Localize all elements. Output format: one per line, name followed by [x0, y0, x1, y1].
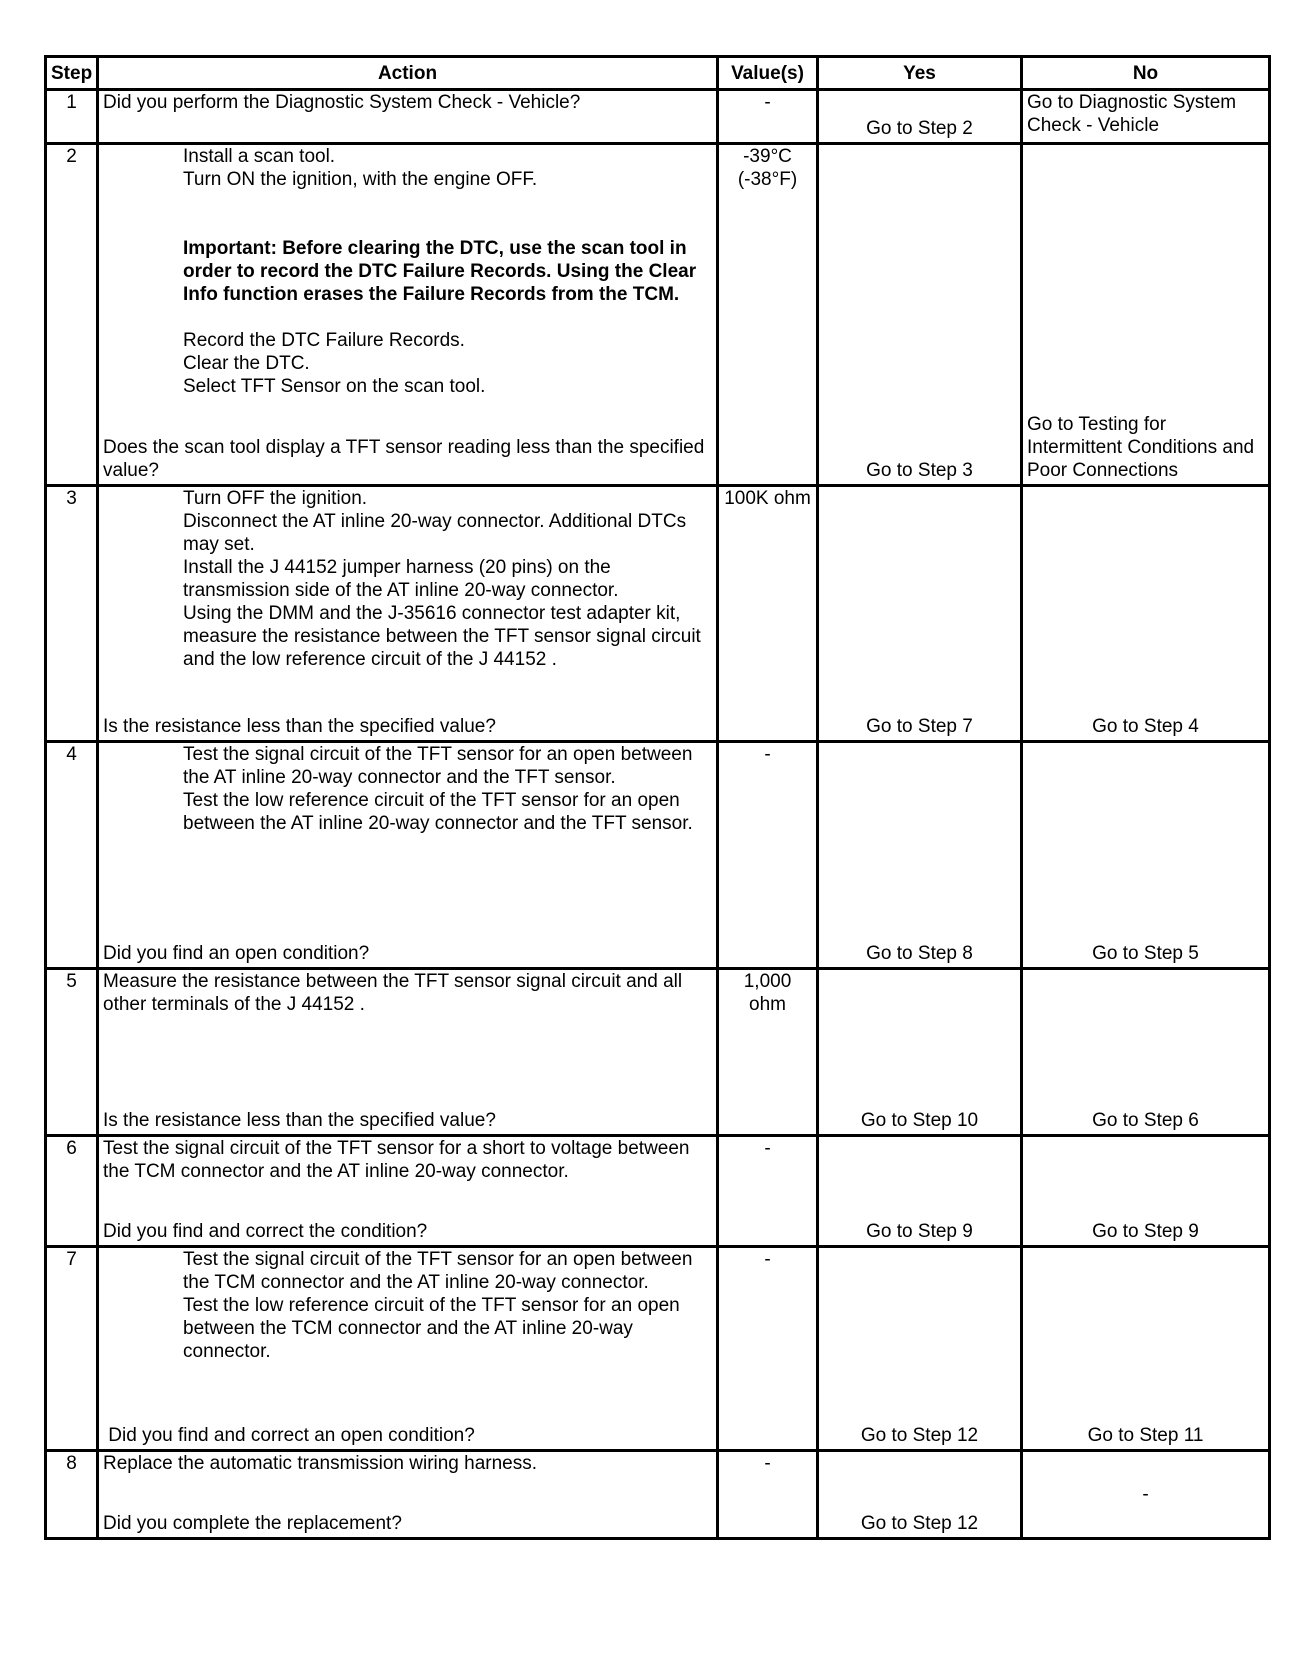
action-item: Clear the DTC. [183, 353, 310, 374]
step-number: 1 [46, 90, 98, 144]
header-yes: Yes [818, 57, 1022, 90]
question-text: Does the scan tool display a TFT sensor reading less than the specified value? [103, 437, 705, 481]
no-text: Go to Step 6 [1092, 1110, 1199, 1131]
action-item: Select TFT Sensor on the scan tool. [183, 376, 486, 397]
action-cell [98, 1451, 718, 1539]
action-cell [98, 486, 718, 742]
action-item: Test the signal circuit of the TFT sensor for an open between the TCM connector and the AT inline 20-way connector. [183, 1249, 693, 1293]
step-number: 5 [46, 969, 98, 1136]
header-step: Step [46, 57, 98, 90]
value-cell: - [718, 90, 818, 144]
value-cell: - [718, 742, 818, 969]
action-cell [98, 742, 718, 969]
value-cell: -39°C (-38°F) [718, 144, 818, 486]
yes-text: Go to Step 12 [860, 1425, 979, 1446]
yes-cell [818, 1136, 1022, 1247]
header-action: Action [98, 57, 718, 90]
action-item: Install a scan tool. [183, 146, 336, 167]
no-cell [1022, 486, 1270, 742]
question-text: Did you find and correct an open condition? [103, 1425, 475, 1446]
yes-text: Go to Step 8 [866, 943, 973, 964]
header-values: Value(s) [718, 57, 818, 90]
no-text: Go to Step 5 [1092, 943, 1199, 964]
step-number: 2 [46, 144, 98, 486]
action-item: Test the signal circuit of the TFT sensor for a short to voltage between the TCM connector and the AT inline 20-way connector. [103, 1138, 690, 1182]
action-item: Test the signal circuit of the TFT sensor for an open between the AT inline 20-way connector and the TFT sensor. [183, 744, 693, 788]
no-text: Go to Diagnostic System Check - Vehicle [1027, 92, 1237, 136]
question-text: Did you find an open condition? [103, 943, 370, 964]
no-text: Go to Testing for Intermittent Conditions and Poor Connections [1027, 414, 1255, 481]
action-item: Disconnect the AT inline 20-way connector. Additional DTCs may set. [183, 511, 687, 555]
table-row [46, 90, 1270, 144]
action-item: Install the J 44152 jumper harness (20 pins) on the transmission side of the AT inline 20-way connector. [183, 557, 619, 601]
yes-cell [818, 486, 1022, 742]
question-text: Did you complete the replacement? [103, 1513, 402, 1534]
action-item: Using the DMM and the J-35616 connector test adapter kit, measure the resistance between the TFT sensor signal circuit and the low reference circuit of the J 44152 . [183, 603, 701, 670]
no-cell: - [1022, 1451, 1270, 1539]
table-row [46, 144, 1270, 486]
action-cell [98, 1247, 718, 1451]
no-cell [1022, 742, 1270, 969]
yes-cell [818, 1451, 1022, 1539]
action-cell [98, 144, 718, 486]
table-row [46, 969, 1270, 1136]
no-cell [1022, 144, 1270, 486]
action-item: Measure the resistance between the TFT sensor signal circuit and all other terminals of the J 44152 . [103, 971, 683, 1015]
step-number: 8 [46, 1451, 98, 1539]
action-cell [98, 969, 718, 1136]
step-number: 7 [46, 1247, 98, 1451]
action-item: Turn ON the ignition, with the engine OFF. [183, 169, 538, 190]
action-item: Record the DTC Failure Records. [183, 330, 465, 351]
no-text: Go to Step 9 [1092, 1221, 1199, 1242]
yes-text: Go to Step 2 [866, 118, 973, 139]
table-row [46, 742, 1270, 969]
step-number: 4 [46, 742, 98, 969]
yes-text: Go to Step 9 [866, 1221, 973, 1242]
value-cell: 100K ohm [718, 486, 818, 742]
no-text: Go to Step 4 [1092, 716, 1199, 737]
diagnostic-table [44, 55, 1271, 1540]
question-text: Is the resistance less than the specified value? [103, 716, 496, 737]
value-cell: 1,000 ohm [718, 969, 818, 1136]
table-row [46, 1247, 1270, 1451]
value-cell: - [718, 1451, 818, 1539]
yes-cell [818, 969, 1022, 1136]
value-cell: - [718, 1136, 818, 1247]
yes-cell [818, 90, 1022, 144]
value-cell: - [718, 1247, 818, 1451]
action-item: Replace the automatic transmission wiring harness. [103, 1453, 538, 1474]
header-no: No [1022, 57, 1270, 90]
yes-cell [818, 742, 1022, 969]
step-number: 6 [46, 1136, 98, 1247]
table-row [46, 1451, 1270, 1539]
action-item: Turn OFF the ignition. [183, 488, 368, 509]
action-cell [98, 90, 718, 144]
yes-cell [818, 1247, 1022, 1451]
no-cell [1022, 969, 1270, 1136]
no-cell [1022, 90, 1270, 144]
table-row [46, 1136, 1270, 1247]
action-cell [98, 1136, 718, 1247]
question-text: Did you perform the Diagnostic System Check - Vehicle? [103, 92, 581, 113]
action-item: Test the low reference circuit of the TFT sensor for an open between the TCM connector and the AT inline 20-way connector. [183, 1295, 680, 1362]
no-text: Go to Step 11 [1087, 1425, 1204, 1446]
no-cell [1022, 1247, 1270, 1451]
yes-cell [818, 144, 1022, 486]
yes-text: Go to Step 12 [860, 1513, 979, 1534]
no-cell [1022, 1136, 1270, 1247]
step-number: 3 [46, 486, 98, 742]
table-row [46, 486, 1270, 742]
yes-text: Go to Step 10 [860, 1110, 979, 1131]
question-text: Did you find and correct the condition? [103, 1221, 428, 1242]
yes-text: Go to Step 7 [866, 716, 973, 737]
important-note: Important: Before clearing the DTC, use the scan tool in order to record the DTC Failure Records. Using the Clear Info function erases the Failure Records from the TCM. [183, 238, 697, 305]
table-header-row [46, 57, 1270, 90]
question-text: Is the resistance less than the specified value? [103, 1110, 496, 1131]
yes-text: Go to Step 3 [866, 460, 973, 481]
action-item: Test the low reference circuit of the TFT sensor for an open between the AT inline 20-way connector and the TFT sensor. [183, 790, 693, 834]
